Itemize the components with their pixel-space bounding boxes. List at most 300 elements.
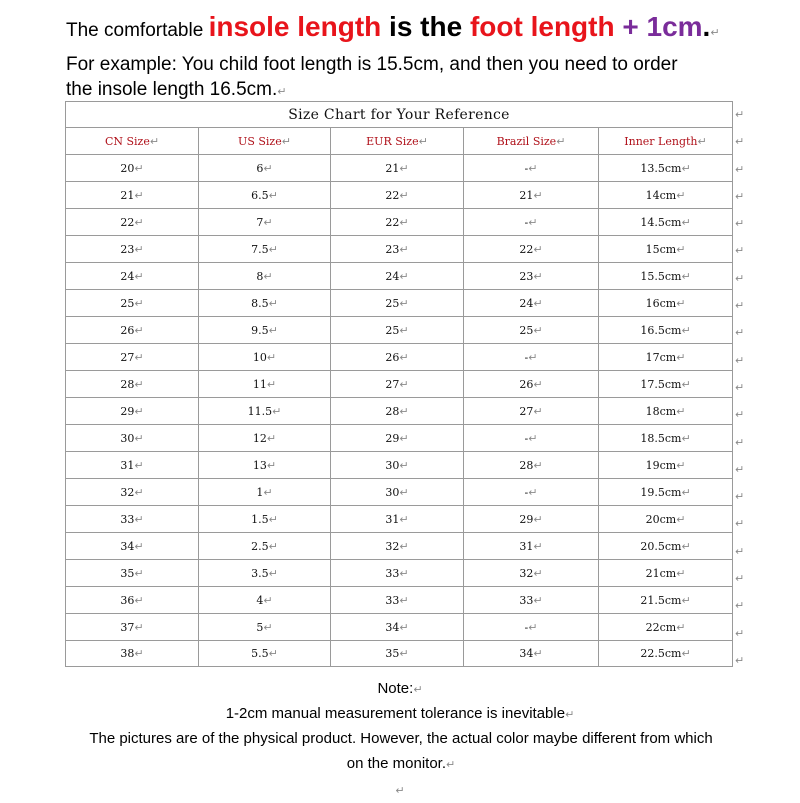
cell-value: 21cm: [645, 566, 677, 580]
table-row: [66, 263, 733, 290]
cell-cn: [66, 371, 199, 398]
return-mark-icon: ↵: [399, 647, 409, 660]
cell-us: [199, 587, 331, 614]
table-row: [66, 398, 733, 425]
cell-eur: [331, 236, 464, 263]
headline-period: .: [702, 11, 711, 42]
cell-inner-length: [599, 155, 733, 182]
cell-inner-length: [599, 290, 733, 317]
note-line-2-text: The pictures are of the physical product. However, the actual color maybe different from which: [89, 730, 713, 747]
return-mark-icon: ↵: [134, 512, 144, 526]
cell-value: 32: [519, 566, 534, 580]
cell-value: -: [524, 215, 529, 229]
cell-cn: [66, 614, 199, 641]
cell-us: [199, 155, 331, 182]
table-row: [66, 533, 733, 560]
cell-value: 15cm: [645, 242, 677, 256]
cell-cn: [66, 236, 199, 263]
cell-cn: [66, 317, 199, 344]
return-mark-icon: ↵: [399, 431, 409, 445]
cell-value: 20cm: [645, 512, 677, 526]
cell-inner-length: [599, 533, 733, 560]
cell-value: 28: [385, 404, 400, 418]
return-mark-icon: ↵: [735, 599, 745, 613]
cell-brazil: [464, 614, 599, 641]
cell-cn: [66, 263, 199, 290]
return-mark-icon: ↵: [399, 593, 409, 607]
headline-text-1: The comfortable: [66, 20, 209, 41]
cell-brazil: [464, 209, 599, 236]
cell-value: 26: [519, 377, 534, 391]
example-text: [66, 52, 766, 104]
cell-brazil: [464, 641, 599, 667]
cell-value: 29: [519, 512, 534, 526]
cell-cn: [66, 641, 199, 667]
cell-inner-length: [599, 182, 733, 209]
cell-us: [199, 182, 331, 209]
return-mark-icon: ↵: [399, 188, 409, 202]
return-mark-icon: ↵: [676, 188, 686, 202]
cell-value: 17cm: [645, 350, 677, 364]
cell-us: [199, 236, 331, 263]
return-mark-icon: ↵: [134, 431, 144, 445]
cell-value: -: [524, 431, 529, 445]
return-mark-icon: ↵: [533, 404, 543, 418]
return-mark-icon: ↵: [413, 683, 423, 696]
return-mark-icon: ↵: [735, 353, 745, 367]
return-mark-icon: ↵: [676, 296, 686, 310]
return-mark-icon: ↵: [134, 458, 144, 472]
return-mark-icon: ↵: [399, 269, 409, 283]
cell-brazil: [464, 290, 599, 317]
return-mark-icon: ↵: [399, 323, 409, 337]
return-mark-icon: ↵: [281, 134, 291, 148]
cell-inner-length: [599, 452, 733, 479]
cell-value: 19cm: [645, 458, 677, 472]
cell-inner-length: [599, 641, 733, 667]
return-mark-icon: ↵: [266, 431, 277, 445]
cell-value: 24: [519, 296, 534, 310]
return-mark-icon: ↵: [134, 350, 144, 364]
return-mark-icon: ↵: [735, 517, 745, 531]
cell-value: -: [524, 161, 529, 175]
return-mark-icon: ↵: [263, 485, 273, 499]
table-row: [66, 371, 733, 398]
table-row: [66, 506, 733, 533]
cell-value: 8: [256, 269, 264, 283]
cell-eur: [331, 182, 464, 209]
return-mark-icon: ↵: [735, 572, 745, 586]
return-mark-icon: ↵: [266, 377, 277, 391]
return-mark-icon: ↵: [268, 242, 278, 256]
table-row: [66, 587, 733, 614]
return-mark-icon: ↵: [735, 244, 745, 258]
return-mark-icon: ↵: [735, 626, 745, 640]
cell-inner-length: [599, 263, 733, 290]
cell-eur: [331, 290, 464, 317]
return-mark-icon: ↵: [399, 485, 409, 499]
cell-brazil: [464, 506, 599, 533]
cell-value: 22: [385, 215, 400, 229]
return-mark-icon: ↵: [268, 512, 278, 526]
cell-value: 5.5: [251, 647, 269, 660]
cell-value: 24: [120, 269, 135, 283]
return-mark-icon: ↵: [681, 269, 691, 283]
cell-brazil: [464, 371, 599, 398]
table-body: [66, 155, 733, 667]
cell-brazil: [464, 452, 599, 479]
return-mark-icon: ↵: [277, 85, 287, 98]
return-mark-icon: ↵: [399, 404, 409, 418]
cell-cn: [66, 209, 199, 236]
cell-inner-length: [599, 425, 733, 452]
cell-eur: [331, 479, 464, 506]
cell-eur: [331, 533, 464, 560]
example-line-1: For example: You child foot length is 15.5cm, and then you need to order: [66, 54, 678, 75]
cell-brazil: [464, 236, 599, 263]
cell-inner-length: [599, 344, 733, 371]
table-row: [66, 344, 733, 371]
cell-brazil: [464, 263, 599, 290]
cell-eur: [331, 506, 464, 533]
return-mark-icon: ↵: [735, 135, 745, 149]
cell-inner-length: [599, 560, 733, 587]
return-mark-icon: ↵: [735, 380, 745, 394]
cell-eur: [331, 641, 464, 667]
cell-value: -: [524, 485, 529, 499]
return-mark-icon: ↵: [735, 326, 745, 340]
cell-value: 7.5: [251, 242, 269, 256]
cell-brazil: [464, 425, 599, 452]
cell-value: 10: [252, 350, 267, 364]
cell-inner-length: [599, 587, 733, 614]
cell-cn: [66, 425, 199, 452]
return-mark-icon: ↵: [735, 108, 745, 121]
return-mark-icon: ↵: [149, 134, 160, 148]
trailing-mark-line: [0, 777, 800, 803]
return-mark-icon: ↵: [263, 161, 273, 175]
cell-value: 34: [519, 647, 534, 660]
cell-us: [199, 506, 331, 533]
cell-value: 22.5cm: [640, 647, 682, 660]
cell-value: 21: [519, 188, 534, 202]
cell-value: 6: [256, 161, 264, 175]
return-mark-icon: ↵: [528, 161, 538, 175]
note-title: Note:: [377, 680, 414, 697]
return-mark-icon: ↵: [134, 485, 144, 499]
return-mark-icon: ↵: [272, 404, 282, 418]
table-row: [66, 317, 733, 344]
table-row: [66, 182, 733, 209]
return-mark-icon: ↵: [681, 161, 691, 175]
cell-brazil: [464, 182, 599, 209]
return-mark-icon: ↵: [263, 215, 273, 229]
return-mark-icon: ↵: [268, 323, 278, 337]
cell-eur: [331, 614, 464, 641]
headline: [66, 8, 786, 52]
return-mark-icon: ↵: [676, 404, 686, 418]
return-mark-icon: ↵: [399, 377, 409, 391]
cell-value: 18cm: [645, 404, 677, 418]
cell-value: 37: [120, 620, 135, 634]
return-mark-icon: ↵: [533, 566, 543, 580]
cell-eur: [331, 155, 464, 182]
cell-eur: [331, 317, 464, 344]
return-mark-icon: ↵: [268, 647, 278, 660]
header-eur: [331, 128, 464, 155]
cell-brazil: [464, 398, 599, 425]
cell-value: 15.5cm: [640, 269, 682, 283]
cell-value: 34: [385, 620, 400, 634]
cell-cn: [66, 506, 199, 533]
cell-value: 30: [120, 431, 135, 445]
cell-eur: [331, 263, 464, 290]
cell-brazil: [464, 155, 599, 182]
table-row: [66, 425, 733, 452]
return-mark-icon: ↵: [399, 620, 409, 634]
cell-value: 27: [120, 350, 135, 364]
cell-cn: [66, 479, 199, 506]
cell-value: 31: [519, 539, 534, 553]
cell-brazil: [464, 533, 599, 560]
return-mark-icon: ↵: [533, 269, 543, 283]
note-line-3: [66, 751, 736, 777]
table-caption: Size Chart for Your Reference: [66, 102, 733, 128]
header-inner-length-label: Inner Length: [624, 134, 698, 148]
note-line-1: [0, 701, 800, 727]
return-mark-icon: ↵: [556, 134, 566, 148]
cell-us: [199, 209, 331, 236]
return-mark-icon: ↵: [735, 162, 745, 176]
cell-value: 11.5: [247, 404, 273, 418]
cell-inner-length: [599, 614, 733, 641]
note-line-3-text: on the monitor.: [346, 755, 446, 772]
return-mark-icon: ↵: [134, 323, 144, 337]
cell-value: 9.5: [251, 323, 269, 337]
return-mark-icon: ↵: [533, 242, 543, 256]
cell-eur: [331, 209, 464, 236]
return-mark-icon: ↵: [681, 593, 691, 607]
return-mark-icon: ↵: [528, 620, 538, 634]
return-mark-icon: ↵: [134, 242, 144, 256]
cell-value: 19.5cm: [640, 485, 682, 499]
cell-us: [199, 641, 331, 667]
cell-value: 27: [385, 377, 400, 391]
header-cn: [66, 128, 199, 155]
return-mark-icon: ↵: [399, 458, 409, 472]
cell-value: 6.5: [251, 188, 269, 202]
cell-value: 31: [120, 458, 135, 472]
table-row: [66, 452, 733, 479]
cell-value: 2.5: [251, 539, 269, 553]
cell-value: 34: [120, 539, 135, 553]
cell-brazil: [464, 479, 599, 506]
cell-value: 1: [256, 485, 264, 499]
cell-inner-length: [599, 506, 733, 533]
return-mark-icon: ↵: [399, 566, 409, 580]
cell-value: 33: [385, 566, 400, 580]
table-row: [66, 614, 733, 641]
table-header-row: [66, 128, 733, 155]
header-eur-label: EUR Size: [366, 134, 419, 148]
cell-value: 22: [385, 188, 400, 202]
cell-value: 21: [120, 188, 135, 202]
return-mark-icon: ↵: [134, 161, 144, 175]
cell-inner-length: [599, 317, 733, 344]
header-brazil: [464, 128, 599, 155]
return-mark-icon: ↵: [681, 539, 691, 553]
cell-value: 38: [120, 647, 135, 660]
return-mark-icon: ↵: [263, 593, 273, 607]
return-mark-icon: ↵: [399, 350, 409, 364]
cell-value: 14.5cm: [640, 215, 682, 229]
return-mark-icon: ↵: [681, 215, 691, 229]
return-mark-icon: ↵: [134, 269, 144, 283]
cell-value: 18.5cm: [640, 431, 682, 445]
cell-us: [199, 560, 331, 587]
cell-us: [199, 479, 331, 506]
cell-us: [199, 371, 331, 398]
cell-value: 25: [385, 323, 400, 337]
return-mark-icon: ↵: [134, 296, 144, 310]
row-return-marks: [735, 101, 749, 674]
cell-value: 33: [385, 593, 400, 607]
return-mark-icon: ↵: [697, 134, 707, 148]
cell-value: 12: [252, 431, 267, 445]
return-mark-icon: ↵: [134, 539, 144, 553]
example-line-2: [66, 77, 766, 104]
return-mark-icon: ↵: [735, 408, 745, 422]
return-mark-icon: ↵: [533, 296, 543, 310]
cell-us: [199, 533, 331, 560]
example-line-2-text: the insole length 16.5cm.: [66, 79, 278, 100]
cell-us: [199, 425, 331, 452]
return-mark-icon: ↵: [681, 323, 691, 337]
cell-value: 25: [120, 296, 135, 310]
cell-eur: [331, 560, 464, 587]
cell-value: 21: [385, 161, 400, 175]
return-mark-icon: ↵: [533, 593, 543, 607]
return-mark-icon: ↵: [399, 215, 409, 229]
cell-value: 33: [120, 512, 135, 526]
cell-us: [199, 290, 331, 317]
return-mark-icon: ↵: [399, 161, 409, 175]
return-mark-icon: ↵: [399, 242, 409, 256]
cell-value: 36: [120, 593, 135, 607]
cell-value: 25: [385, 296, 400, 310]
return-mark-icon: ↵: [710, 26, 720, 39]
cell-value: 13: [252, 458, 267, 472]
return-mark-icon: ↵: [735, 462, 745, 476]
note-line-1-text: 1-2cm manual measurement tolerance is inevitable: [225, 705, 566, 722]
cell-brazil: [464, 587, 599, 614]
cell-eur: [331, 452, 464, 479]
header-inner-length: [599, 128, 733, 155]
cell-value: 23: [120, 242, 135, 256]
return-mark-icon: ↵: [533, 377, 543, 391]
return-mark-icon: ↵: [681, 377, 691, 391]
cell-us: [199, 398, 331, 425]
cell-value: 13.5cm: [640, 161, 682, 175]
return-mark-icon: ↵: [681, 647, 691, 660]
cell-value: 17.5cm: [640, 377, 682, 391]
cell-us: [199, 452, 331, 479]
return-mark-icon: ↵: [528, 215, 538, 229]
table-row: [66, 155, 733, 182]
return-mark-icon: ↵: [676, 512, 686, 526]
cell-value: 20.5cm: [640, 539, 682, 553]
return-mark-icon: ↵: [533, 323, 543, 337]
return-mark-icon: ↵: [533, 539, 543, 553]
return-mark-icon: ↵: [528, 431, 538, 445]
return-mark-icon: ↵: [735, 435, 745, 449]
cell-value: 1.5: [251, 512, 269, 526]
return-mark-icon: ↵: [134, 566, 144, 580]
cell-cn: [66, 398, 199, 425]
header-cn-label: CN Size: [104, 134, 150, 148]
cell-value: 14cm: [645, 188, 677, 202]
cell-value: 7: [256, 215, 264, 229]
return-mark-icon: ↵: [266, 350, 277, 364]
cell-value: 23: [385, 242, 400, 256]
return-mark-icon: ↵: [735, 653, 745, 667]
return-mark-icon: ↵: [735, 271, 745, 285]
note-line-2: [66, 726, 736, 777]
table-row: [66, 560, 733, 587]
return-mark-icon: ↵: [565, 708, 575, 721]
cell-value: -: [524, 350, 529, 364]
cell-brazil: [464, 560, 599, 587]
cell-value: 22: [120, 215, 135, 229]
return-mark-icon: ↵: [395, 784, 405, 797]
return-mark-icon: ↵: [418, 134, 428, 148]
header-us-label: US Size: [238, 134, 282, 148]
cell-brazil: [464, 344, 599, 371]
cell-value: 35: [385, 647, 400, 660]
return-mark-icon: ↵: [528, 350, 538, 364]
cell-value: 25: [519, 323, 534, 337]
cell-inner-length: [599, 236, 733, 263]
cell-cn: [66, 290, 199, 317]
return-mark-icon: ↵: [676, 620, 686, 634]
return-mark-icon: ↵: [268, 188, 278, 202]
table-row: [66, 641, 733, 667]
table-row: [66, 479, 733, 506]
cell-value: 5: [256, 620, 264, 634]
return-mark-icon: ↵: [399, 539, 409, 553]
return-mark-icon: ↵: [735, 299, 745, 313]
cell-value: 3.5: [251, 566, 269, 580]
cell-value: 16.5cm: [640, 323, 682, 337]
cell-eur: [331, 398, 464, 425]
return-mark-icon: ↵: [676, 242, 686, 256]
return-mark-icon: ↵: [528, 485, 538, 499]
cell-value: 29: [120, 404, 135, 418]
return-mark-icon: ↵: [681, 431, 691, 445]
cell-cn: [66, 533, 199, 560]
return-mark-icon: ↵: [266, 458, 277, 472]
return-mark-icon: ↵: [399, 296, 409, 310]
cell-value: 16cm: [645, 296, 677, 310]
cell-cn: [66, 155, 199, 182]
return-mark-icon: ↵: [446, 758, 456, 771]
cell-value: 32: [120, 485, 135, 499]
return-mark-icon: ↵: [263, 620, 273, 634]
cell-value: -: [524, 620, 529, 634]
return-mark-icon: ↵: [134, 188, 144, 202]
return-mark-icon: ↵: [134, 647, 144, 660]
cell-value: 35: [120, 566, 135, 580]
